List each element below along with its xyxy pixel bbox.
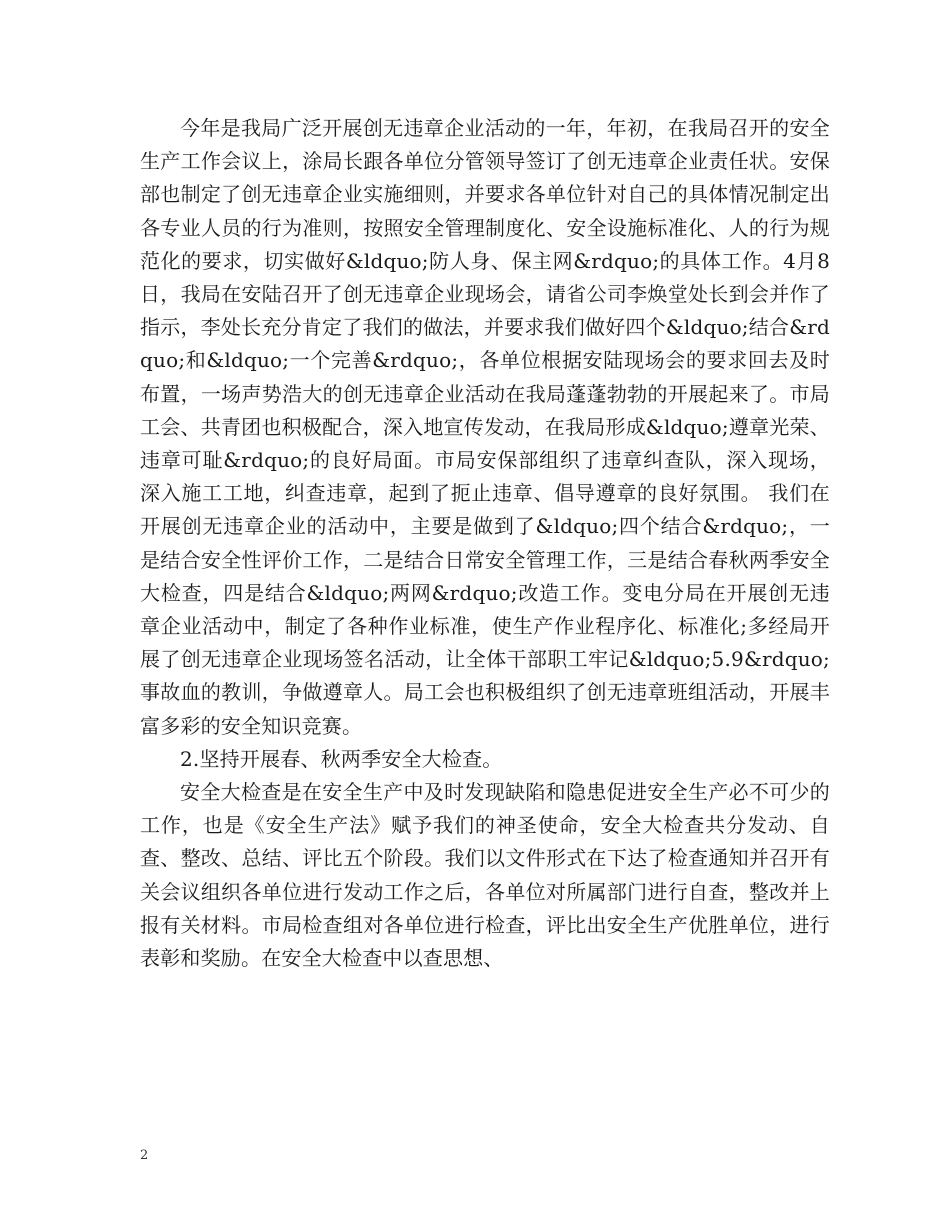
paragraph-safety-inspection-details: 安全大检查是在安全生产中及时发现缺陷和隐患促进安全生产必不可少的工作，也是《安全生产法》赋予我们的神圣使命，安全大检查共分发动、自查、整改、总结、评比五个阶段。我们以文件形式在下达了检查通知并召开有关会议组织各单位进行发动工作之后，各单位对所属部门进行自查，整改并上报有关材料。市局检查组对各单位进行检查，评比出安全生产优胜单位，进行表彰和奖励。在安全大检查中以查思想、: [140, 780, 830, 971]
paragraph-heading-safety-inspection: 2.坚持开展春、秋两季安全大检查。: [180, 746, 503, 771]
document-body: [140, 112, 830, 975]
paragraph-anti-violation-campaign: 今年是我局广泛开展创无违章企业活动的一年，年初，在我局召开的安全生产工作会议上，涂局长跟各单位分管领导签订了创无违章企业责任状。安保部也制定了创无违章企业实施细则，并要求各单位针对自己的具体情况制定出各专业人员的行为准则，按照安全管理制度化、安全设施标准化、人的行为规范化的要求，切实做好&ldquo;防人身、保主网&rdquo;的具体工作。4月8日，我局在安陆召开了创无违章企业现场会，请省公司李焕堂处长到会并作了指示，李处长充分肯定了我们的做法，并要求我们做好四个&ldquo;结合&rdquo;和&ldquo;一个完善&rdquo;，各单位根据安陆现场会的要求回去及时布置，一场声势浩大的创无违章企业活动在我局蓬蓬勃勃的开展起来了。市局工会、共青团也积极配合，深入地宣传发动，在我局形成&ldquo;遵章光荣、违章可耻&rdquo;的良好局面。市局安保部组织了违章纠查队，深入现场，深入施工工地，纠查违章，起到了扼止违章、倡导遵章的良好氛围。 我们在开展创无违章企业的活动中，主要是做到了&ldquo;四个结合&rdquo;，一是结合安全性评价工作，二是结合日常安全管理工作，三是结合春秋两季安全大检查，四是结合&ldquo;两网&rdquo;改造工作。变电分局在开展创无违章企业活动中，制定了各种作业标准，使生产作业程序化、标准化;多经局开展了创无违章企业现场签名活动，让全体干部职工牢记&ldquo;5.9&rdquo;事故血的教训，争做遵章人。局工会也积极组织了创无违章班组活动，开展丰富多彩的安全知识竞赛。: [140, 116, 830, 738]
page-number: 2: [140, 1148, 149, 1163]
